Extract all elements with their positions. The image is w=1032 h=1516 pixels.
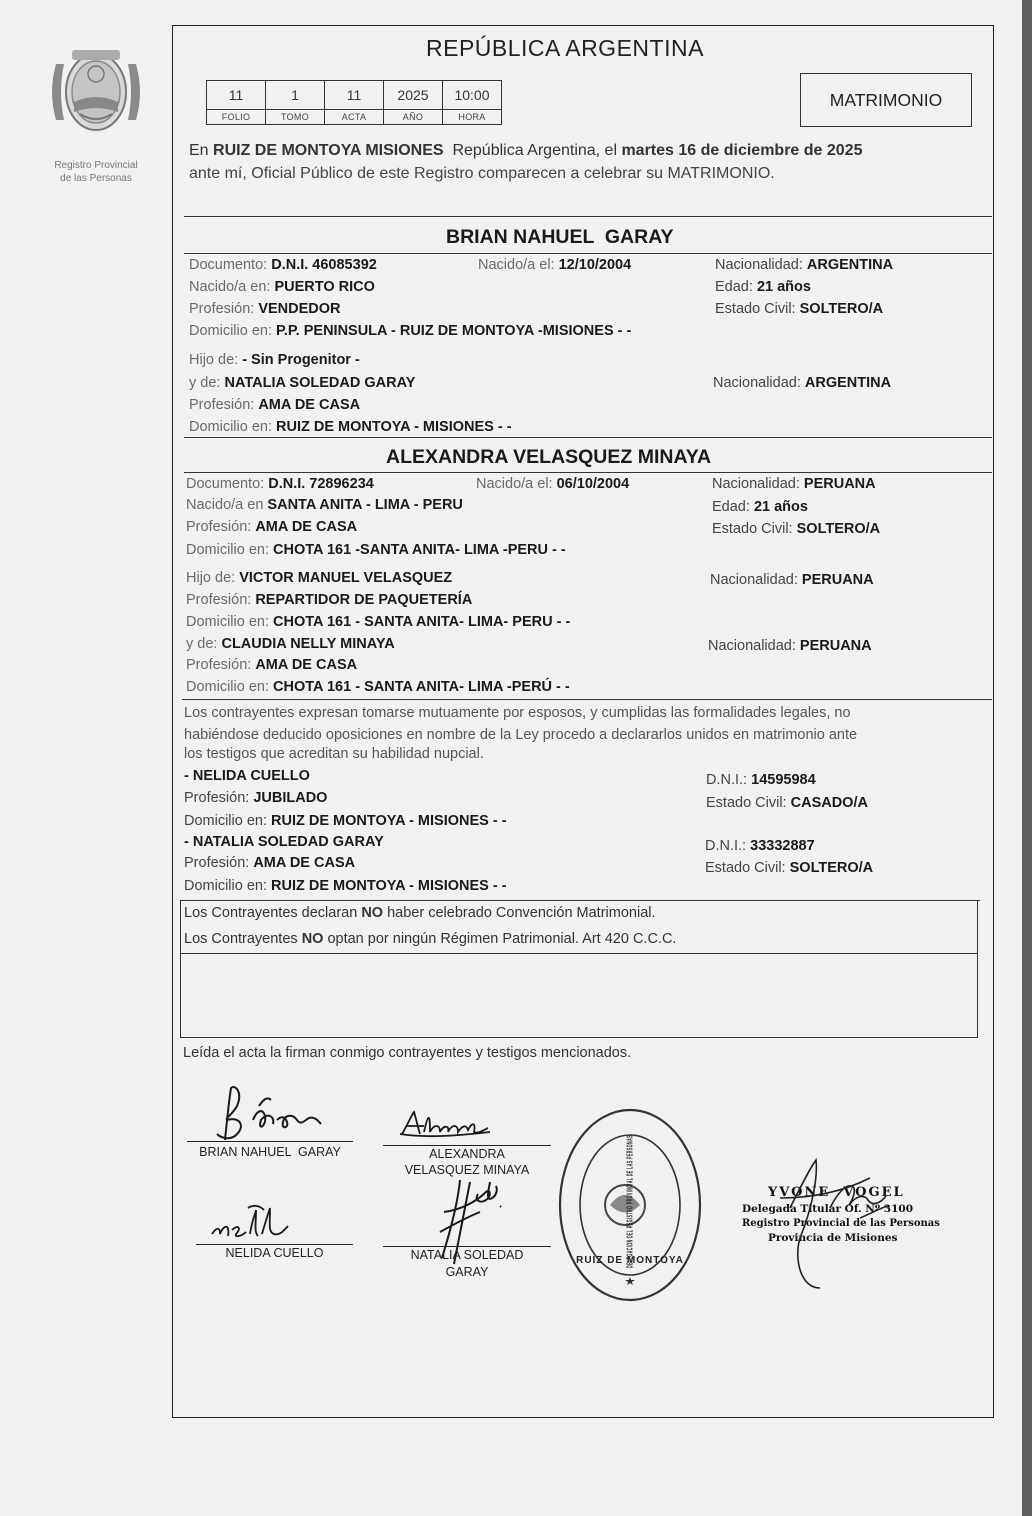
- groom-doc: Documento: D.N.I. 46085392: [189, 257, 377, 273]
- groom-birthplace: Nacido/a en: PUERTO RICO: [189, 279, 375, 295]
- bride-father-profession: Profesión: REPARTIDOR DE PAQUETERÍA: [186, 592, 473, 608]
- groom-father: Hijo de: - Sin Progenitor -: [189, 352, 360, 368]
- declaration-line2: habiéndose deducido oposiciones en nombre de la Ley procedo a declararlos unidos en matrimonio ante: [184, 727, 858, 743]
- bride-signature-name-line2: VELASQUEZ MINAYA: [404, 1163, 530, 1177]
- registry-logo: [44, 42, 148, 184]
- divider: [184, 253, 992, 254]
- bride-birthplace: Nacido/a en SANTA ANITA - LIMA - PERU: [186, 497, 463, 513]
- declaration-line1: Los contrayentes expresan tomarse mutuamente por esposos, y cumplidas las formalidades legales, no: [184, 705, 851, 721]
- bride-nationality: Nacionalidad: PERUANA: [712, 476, 876, 492]
- logo-caption-line2: de las Personas: [60, 173, 132, 184]
- witness2-address: Domicilio en: RUIZ DE MONTOYA - MISIONES - -: [184, 878, 507, 894]
- year-value: 2025: [384, 81, 443, 110]
- folio-label: FOLIO: [207, 110, 266, 125]
- acta-value: 11: [325, 81, 384, 110]
- witness2-dni: D.N.I.: 33332887: [705, 838, 815, 854]
- intro-line2: ante mí, Oficial Público de este Registro comparecen a celebrar su MATRIMONIO.: [189, 165, 775, 182]
- bride-birthdate: Nacido/a el: 06/10/2004: [476, 476, 630, 492]
- closing-text: Leída el acta la firman conmigo contrayentes y testigos mencionados.: [183, 1045, 632, 1061]
- groom-mother-address: Domicilio en: RUIZ DE MONTOYA - MISIONES - -: [189, 419, 512, 435]
- groom-address: Domicilio en: P.P. PENINSULA - RUIZ DE MONTOYA -MISIONES - -: [189, 323, 632, 339]
- groom-signature: [205, 1080, 355, 1155]
- logo-caption-line1: Registro Provincial: [54, 160, 138, 171]
- intro-line1: [189, 142, 862, 160]
- intro-middle: República Argentina, el: [443, 142, 622, 159]
- record-info-table: [206, 80, 502, 125]
- seal-inner-text: RUIZ DE MONTOYA: [576, 1255, 684, 1266]
- groom-signature-name: BRIAN NAHUEL GARAY: [199, 1145, 341, 1159]
- witness1-civil-status: Estado Civil: CASADO/A: [706, 795, 868, 811]
- signature-line: [187, 1141, 353, 1142]
- convention-box-border: [180, 900, 978, 954]
- record-type-box: MATRIMONIO: [800, 73, 972, 127]
- divider: [184, 216, 992, 217]
- divider: [184, 437, 992, 438]
- bride-age: Edad: 21 años: [712, 499, 808, 515]
- witness2-signature-name-line1: NATALIA SOLEDAD: [410, 1248, 524, 1262]
- declaration-line3: los testigos que acreditan su habilidad nupcial.: [184, 746, 484, 762]
- intro-prefix: En: [189, 142, 214, 159]
- groom-nationality: Nacionalidad: ARGENTINA: [715, 257, 894, 273]
- bride-address: Domicilio en: CHOTA 161 -SANTA ANITA- LIMA -PERU - -: [186, 542, 566, 558]
- convention-line1: Los Contrayentes declaran NO haber celebrado Convención Matrimonial.: [184, 905, 656, 921]
- witness1-profession: Profesión: JUBILADO: [184, 790, 328, 806]
- bride-father-address: Domicilio en: CHOTA 161 - SANTA ANITA- LIMA- PERU - -: [186, 614, 571, 630]
- official-name: YVONE VOGEL: [768, 1185, 905, 1200]
- groom-mother-nationality: Nacionalidad: ARGENTINA: [713, 375, 892, 391]
- bride-civil-status: Estado Civil: SOLTERO/A: [712, 521, 881, 537]
- bride-father-nationality: Nacionalidad: PERUANA: [710, 572, 874, 588]
- witness2-signature-name-line2: GARAY: [445, 1265, 489, 1279]
- groom-birthdate: Nacido/a el: 12/10/2004: [478, 257, 632, 273]
- convention-line2: Los Contrayentes NO optan por ningún Régimen Patrimonial. Art 420 C.C.C.: [184, 931, 677, 947]
- groom-age: Edad: 21 años: [715, 279, 811, 295]
- folio-value: 11: [207, 81, 266, 110]
- signature-line: [383, 1246, 551, 1247]
- year-label: AÑO: [384, 110, 443, 125]
- page-title: REPÚBLICA ARGENTINA: [426, 35, 704, 61]
- intro-date: martes 16 de diciembre de 2025: [621, 142, 863, 159]
- hour-value: 10:00: [443, 81, 502, 110]
- groom-name: BRIAN NAHUEL GARAY: [446, 226, 674, 248]
- groom-mother: y de: NATALIA SOLEDAD GARAY: [189, 375, 416, 391]
- groom-civil-status: Estado Civil: SOLTERO/A: [715, 301, 884, 317]
- bride-mother-profession: Profesión: AMA DE CASA: [186, 657, 358, 673]
- witness1-address: Domicilio en: RUIZ DE MONTOYA - MISIONES - -: [184, 813, 507, 829]
- acta-label: ACTA: [325, 110, 384, 125]
- witness2-name: - NATALIA SOLEDAD GARAY: [184, 834, 384, 850]
- signature-line: [196, 1244, 353, 1245]
- divider: [184, 472, 992, 473]
- witness2-civil-status: Estado Civil: SOLTERO/A: [705, 860, 874, 876]
- empty-notes-box: [180, 954, 978, 1038]
- tomo-label: TOMO: [266, 110, 325, 125]
- witness2-profession: Profesión: AMA DE CASA: [184, 855, 356, 871]
- bride-doc: Documento: D.N.I. 72896234: [186, 476, 374, 492]
- bride-name: ALEXANDRA VELASQUEZ MINAYA: [386, 446, 712, 468]
- bride-father: Hijo de: VICTOR MANUEL VELASQUEZ: [186, 570, 453, 586]
- witness1-name: - NELIDA CUELLO: [184, 768, 310, 784]
- official-title: Delegada Titular Of. Nº 3100: [742, 1203, 913, 1215]
- provincial-emblem-icon: [44, 42, 148, 162]
- divider: [182, 699, 992, 700]
- bride-mother-nationality: Nacionalidad: PERUANA: [708, 638, 872, 654]
- tomo-value: 1: [266, 81, 325, 110]
- seal-outer-text: DELEGACION DEL REGISTRO PROVINCIAL DE LAS PERSONAS: [625, 1135, 635, 1268]
- official-province: Provincia de Misiones: [768, 1232, 898, 1244]
- witness1-signature-name: NELIDA CUELLO: [225, 1246, 324, 1260]
- official-signature: [760, 1148, 930, 1303]
- bride-signature: [396, 1104, 496, 1149]
- groom-profession: Profesión: VENDEDOR: [189, 301, 341, 317]
- bride-mother-address: Domicilio en: CHOTA 161 - SANTA ANITA- LIMA -PERÚ - -: [186, 679, 570, 695]
- bride-signature-name-line1: ALEXANDRA: [429, 1147, 505, 1161]
- hour-label: HORA: [443, 110, 502, 125]
- witness1-dni: D.N.I.: 14595984: [706, 772, 816, 788]
- official-registry: Registro Provincial de las Personas: [742, 1218, 940, 1229]
- bride-profession: Profesión: AMA DE CASA: [186, 519, 358, 535]
- groom-mother-profession: Profesión: AMA DE CASA: [189, 397, 361, 413]
- signature-line: [383, 1145, 551, 1146]
- bride-mother: y de: CLAUDIA NELLY MINAYA: [186, 636, 395, 652]
- delegation-seal: [555, 1105, 705, 1310]
- intro-place: RUIZ DE MONTOYA MISIONES: [213, 142, 444, 159]
